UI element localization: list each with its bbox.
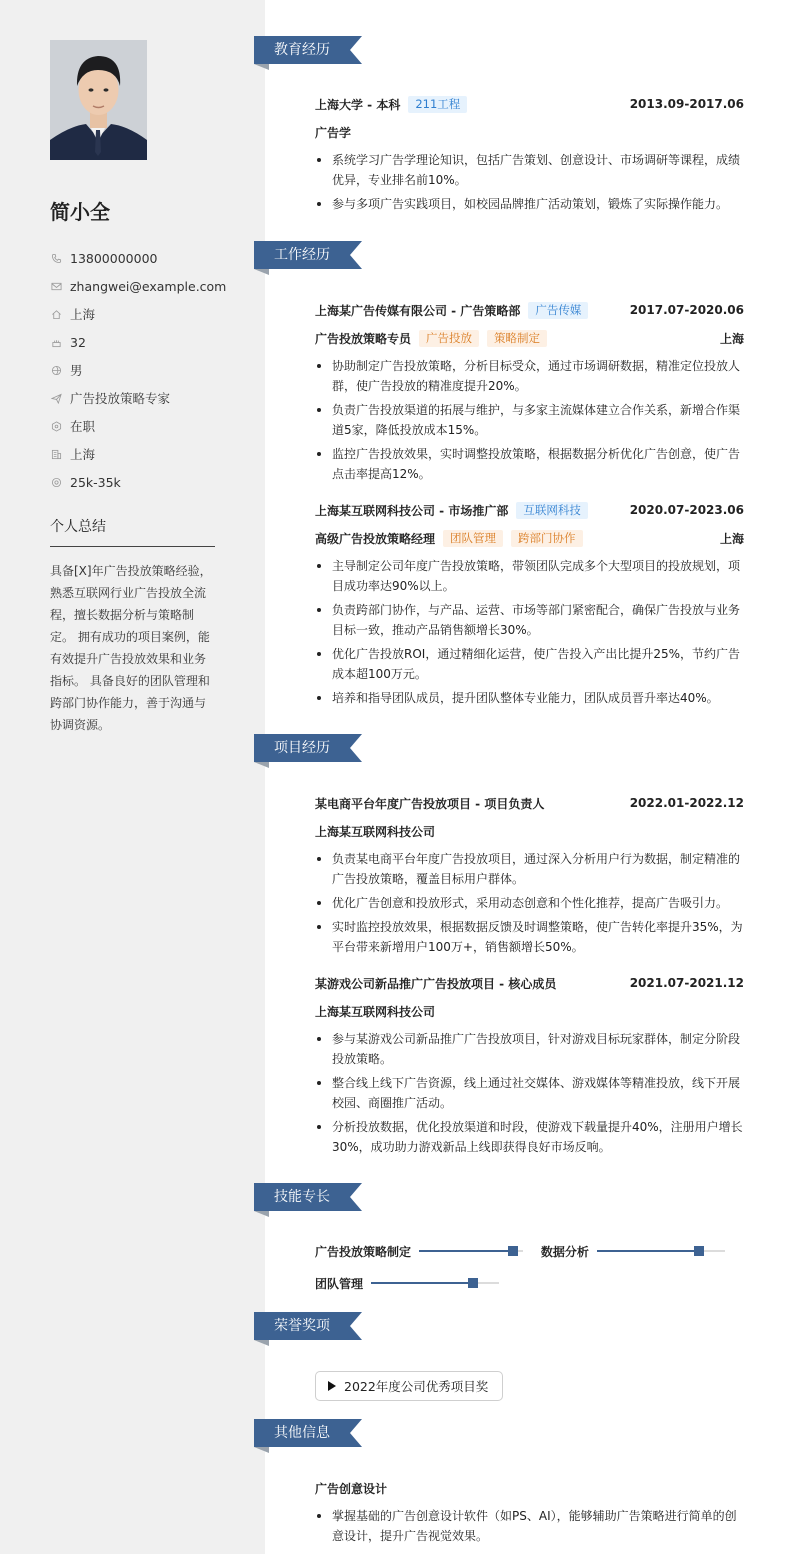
skills-row-1: [315, 1241, 744, 1263]
skill-bar: [371, 1282, 499, 1284]
building-icon: [50, 448, 62, 460]
section-title-education: 教育经历: [274, 42, 330, 58]
section-title-projects: 项目经历: [274, 740, 330, 756]
skill-bar-fill: [371, 1282, 473, 1284]
skill-name: 广告投放策略制定: [315, 1244, 412, 1259]
gender-icon: [50, 364, 62, 376]
section-title-skills: 技能专长: [274, 1189, 330, 1205]
work-company-tag: 广告传媒: [528, 302, 588, 319]
contact-email-text: zhangwei@example.com: [70, 278, 227, 294]
skill-bar-fill: [419, 1250, 513, 1252]
project-title: 某电商平台年度广告投放项目 - 项目负责人: [315, 796, 545, 811]
project-header-row: [315, 789, 744, 817]
contact-home: [50, 300, 240, 328]
project-item-2: [315, 969, 744, 1161]
work-company: 上海某互联网科技公司 - 市场推广部: [315, 503, 509, 518]
work-position: 广告投放策略专员: [315, 331, 412, 346]
project-dates: 2021.07-2021.12: [629, 976, 744, 990]
contact-phone: [50, 244, 240, 272]
skill-name: 数据分析: [540, 1244, 589, 1259]
work-position-row: [315, 524, 744, 552]
education-bullets: [315, 150, 744, 214]
contact-city-text: 上海: [70, 447, 96, 462]
contact-status-text: 在职: [70, 419, 96, 434]
work-dates: 2017.07-2020.06: [629, 303, 744, 317]
salary-icon: [50, 476, 62, 488]
contact-phone-text: 13800000000: [70, 250, 158, 266]
work-tag: 策略制定: [487, 330, 547, 347]
avatar: [50, 40, 147, 160]
list-item: 优化广告投放ROI，通过精细化运营，使广告投入产出比提升25%，节约广告成本超100万元。: [315, 644, 744, 684]
mail-icon: [50, 280, 62, 292]
contact-email: [50, 272, 240, 300]
list-item: 负责跨部门协作，与产品、运营、市场等部门紧密配合，确保广告投放与业务目标一致，推动产品销售额增长30%。: [315, 600, 744, 640]
send-icon: [50, 392, 62, 404]
contact-age-text: 32: [70, 334, 86, 350]
home-icon: [50, 308, 62, 320]
skill-bar: [597, 1250, 725, 1252]
work-item-1: [315, 296, 744, 488]
contact-gender: [50, 356, 240, 384]
award-item[interactable]: [315, 1371, 503, 1401]
list-item: 负责广告投放渠道的拓展与维护，与多家主流媒体建立合作关系，新增合作渠道5家，降低投放成本15%。: [315, 400, 744, 440]
play-icon: [328, 1381, 336, 1391]
project-item-1: [315, 789, 744, 961]
avatar-photo: [50, 40, 147, 160]
status-icon: [50, 420, 62, 432]
list-item: 主导制定公司年度广告投放策略，带领团队完成多个大型项目的投放规划，项目成功率达90%以上。: [315, 556, 744, 596]
summary-text: 具备[X]年广告投放策略经验，熟悉互联网行业广告投放全流程，擅长数据分析与策略制定。 拥有成功的项目案例，能有效提升广告投放效果和业务指标。 具备良好的团队管理和跨部门协作能力，善于沟通与协调资源。: [50, 564, 212, 732]
honors-block: [315, 1371, 744, 1401]
list-item: 负责某电商平台年度广告投放项目，通过深入分析用户行为数据，制定精准的广告投放策略，覆盖目标用户群体。: [315, 849, 744, 889]
skill-bar-knob: [508, 1246, 518, 1256]
education-header-row: [315, 90, 744, 118]
other-title-row: [315, 1474, 744, 1502]
work-position-row: [315, 324, 744, 352]
list-item: 培养和指导团队成员，提升团队整体专业能力，团队成员晋升率达40%。: [315, 688, 744, 708]
skill-bar-knob: [468, 1278, 478, 1288]
work-header-row: [315, 296, 744, 324]
profile-name: 简小全: [50, 200, 110, 224]
list-item: 掌握基础的广告创意设计软件（如PS、AI），能够辅助广告策略进行简单的创意设计，提升广告视觉效果。: [315, 1506, 744, 1546]
work-location: 上海: [719, 331, 744, 346]
list-item: 系统学习广告学理论知识，包括广告策划、创意设计、市场调研等课程，成绩优异，专业排名前10%。: [315, 150, 744, 190]
work-tag: 广告投放: [419, 330, 479, 347]
contact-salary-text: 25k-35k: [70, 474, 121, 490]
age-icon: [50, 336, 62, 348]
work-company: 上海某广告传媒有限公司 - 广告策略部: [315, 303, 521, 318]
work-tag: 团队管理: [443, 530, 503, 547]
skill-bar-knob: [694, 1246, 704, 1256]
list-item: 实时监控投放效果，根据数据反馈及时调整策略，使广告转化率提升35%，为平台带来新增用户100万+，销售额增长50%。: [315, 917, 744, 957]
skill-bar: [419, 1250, 523, 1252]
contact-status: [50, 412, 240, 440]
skill-name: 团队管理: [315, 1276, 364, 1291]
award-label: 2022年度公司优秀项目奖: [344, 1379, 489, 1394]
work-bullets: [315, 556, 744, 708]
project-org-row: [315, 817, 744, 845]
contact-home-text: 上海: [70, 307, 96, 322]
contact-city: [50, 440, 240, 468]
project-org: 上海某互联网科技公司: [315, 1004, 436, 1019]
skills-row-2: [315, 1273, 744, 1295]
sidebar: [0, 0, 265, 1554]
contact-age: [50, 328, 240, 356]
list-item: 整合线上线下广告资源，线上通过社交媒体、游戏媒体等精准投放，线下开展校园、商圈推广活动。: [315, 1073, 744, 1113]
skill-bar-fill: [597, 1250, 699, 1252]
contact-list: [50, 244, 240, 496]
contact-position-text: 广告投放策略专家: [70, 391, 171, 406]
project-title: 某游戏公司新品推广广告投放项目 - 核心成员: [315, 976, 557, 991]
section-title-other: 其他信息: [274, 1425, 330, 1441]
education-school: 上海大学 - 本科: [315, 97, 401, 112]
project-bullets: [315, 1029, 744, 1157]
list-item: 协助制定广告投放策略，分析目标受众，通过市场调研数据，精准定位投放人群，使广告投放的精准度提升20%。: [315, 356, 744, 396]
contact-gender-text: 男: [70, 363, 83, 378]
education-major-row: [315, 118, 744, 146]
main-content: [265, 0, 794, 1554]
contact-salary: [50, 468, 240, 496]
work-location: 上海: [719, 531, 744, 546]
skill-item: [315, 1273, 499, 1293]
other-bullets: [315, 1506, 744, 1546]
skill-item: [315, 1241, 523, 1261]
list-item: 参与多项广告实践项目，如校园品牌推广活动策划，锻炼了实际操作能力。: [315, 194, 744, 214]
work-header-row: [315, 496, 744, 524]
project-dates: 2022.01-2022.12: [629, 796, 744, 810]
work-item-2: [315, 496, 744, 712]
skills-block: [315, 1241, 744, 1295]
section-title-honors: 荣誉奖项: [274, 1318, 330, 1334]
section-title-work: 工作经历: [274, 247, 330, 263]
education-block: [315, 90, 744, 218]
phone-icon: [50, 252, 62, 264]
project-bullets: [315, 849, 744, 957]
list-item: 参与某游戏公司新品推广广告投放项目，针对游戏目标玩家群体，制定分阶段投放策略。: [315, 1029, 744, 1069]
project-header-row: [315, 969, 744, 997]
work-dates: 2020.07-2023.06: [629, 503, 744, 517]
work-bullets: [315, 356, 744, 484]
project-org: 上海某互联网科技公司: [315, 824, 436, 839]
education-dates: 2013.09-2017.06: [629, 97, 744, 111]
list-item: 分析投放数据，优化投放渠道和时段，使游戏下载量提升40%，注册用户增长30%，成功助力游戏新品上线即获得良好市场反响。: [315, 1117, 744, 1157]
contact-position: [50, 384, 240, 412]
list-item: 优化广告创意和投放形式，采用动态创意和个性化推荐，提高广告吸引力。: [315, 893, 744, 913]
education-tag: 211工程: [408, 96, 467, 113]
work-position: 高级广告投放策略经理: [315, 531, 436, 546]
summary-title: 个人总结: [50, 516, 215, 547]
work-company-tag: 互联网科技: [516, 502, 588, 519]
skill-item: [541, 1241, 725, 1261]
other-block: [315, 1474, 744, 1550]
work-tag: 跨部门协作: [511, 530, 583, 547]
education-major: 广告学: [315, 125, 352, 140]
other-title: 广告创意设计: [315, 1481, 388, 1496]
project-org-row: [315, 997, 744, 1025]
list-item: 监控广告投放效果，实时调整投放策略，根据数据分析优化广告创意，使广告点击率提高12%。: [315, 444, 744, 484]
